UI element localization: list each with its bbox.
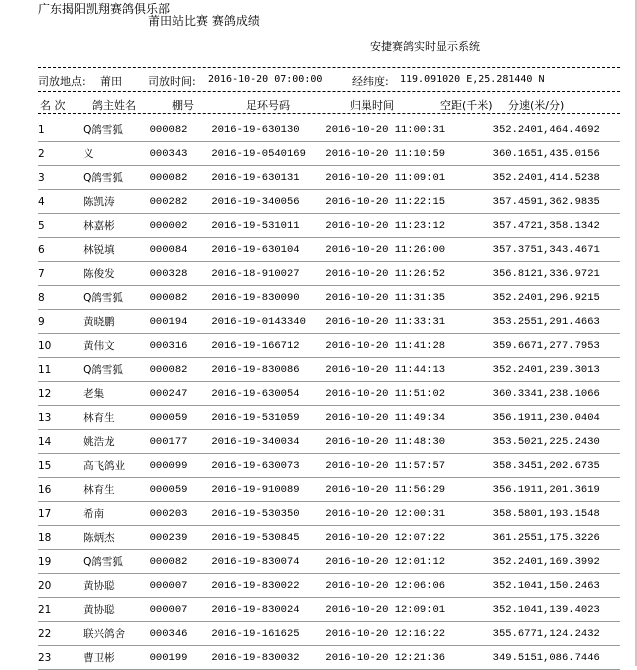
arrival-cell: 2016-10-20 11:22:15	[325, 190, 468, 214]
speed-cell: 1,277.7953	[537, 334, 620, 358]
arrival-cell: 2016-10-20 12:16:22	[325, 622, 468, 646]
race-title: 莆田站比赛 赛鸽成绩	[148, 14, 260, 28]
club-name: 广东揭阳凯翔赛鸽俱乐部	[38, 2, 171, 16]
table-row	[38, 214, 620, 238]
rank-cell: 9	[38, 310, 83, 334]
arrival-cell: 2016-10-20 12:00:31	[325, 502, 468, 526]
distance-cell: 357.459	[468, 190, 537, 214]
distance-cell: 352.104	[468, 574, 537, 598]
owner-cell: 黄伟文	[83, 334, 150, 358]
distance-cell: 356.191	[468, 406, 537, 430]
owner-cell: 希南	[83, 502, 150, 526]
distance-cell: 358.580	[468, 502, 537, 526]
ring-cell: 2016-19-340034	[211, 430, 325, 454]
distance-cell: 360.334	[468, 382, 537, 406]
speed-cell: 1,435.0156	[537, 142, 620, 166]
distance-cell: 355.677	[468, 622, 537, 646]
ring-cell: 2016-19-166712	[211, 334, 325, 358]
speed-cell: 1,296.9215	[537, 286, 620, 310]
table-row	[38, 502, 620, 526]
cote-cell: 000082	[150, 166, 212, 190]
arrival-cell: 2016-10-20 12:07:22	[325, 526, 468, 550]
cote-cell: 000082	[150, 118, 212, 142]
cote-cell: 000194	[150, 310, 212, 334]
distance-cell: 349.515	[468, 646, 537, 670]
table-row	[38, 406, 620, 430]
owner-cell: 曹卫彬	[83, 646, 150, 670]
col-speed: 分速(米/分)	[508, 99, 565, 112]
owner-cell: 高飞鸽业	[83, 454, 150, 478]
distance-cell: 360.165	[468, 142, 537, 166]
release-place: 莆田	[100, 75, 122, 88]
table-row	[38, 382, 620, 406]
release-time: 2016-10-20 07:00:00	[208, 74, 323, 85]
rank-cell: 2	[38, 142, 83, 166]
cote-cell: 000177	[150, 430, 212, 454]
cote-cell: 000059	[150, 406, 212, 430]
ring-cell: 2016-19-531059	[211, 406, 325, 430]
ring-cell: 2016-19-830022	[211, 574, 325, 598]
owner-cell: 黄晓鹏	[83, 310, 150, 334]
rank-cell: 13	[38, 406, 83, 430]
ring-cell: 2016-19-910089	[211, 478, 325, 502]
table-row	[38, 262, 620, 286]
ring-cell: 2016-19-0540169	[211, 142, 325, 166]
coord-label: 经纬度:	[352, 75, 389, 88]
arrival-cell: 2016-10-20 11:57:57	[325, 454, 468, 478]
speed-cell: 1,139.4023	[537, 598, 620, 622]
cote-cell: 000343	[150, 142, 212, 166]
owner-cell: 黄协聪	[83, 598, 150, 622]
speed-cell: 1,201.3619	[537, 478, 620, 502]
cote-cell: 000282	[150, 190, 212, 214]
system-name: 安捷赛鸽实时显示系统	[370, 40, 480, 53]
owner-cell: 姚浩龙	[83, 430, 150, 454]
owner-cell: 林锐填	[83, 238, 150, 262]
ring-cell: 2016-19-830086	[211, 358, 325, 382]
owner-cell: Q鸽雪狐	[83, 550, 150, 574]
rank-cell: 16	[38, 478, 83, 502]
rank-cell: 1	[38, 118, 83, 142]
arrival-cell: 2016-10-20 11:48:30	[325, 430, 468, 454]
ring-cell: 2016-19-0143340	[211, 310, 325, 334]
results-table	[38, 118, 620, 670]
cote-cell: 000082	[150, 358, 212, 382]
rank-cell: 10	[38, 334, 83, 358]
ring-cell: 2016-19-340056	[211, 190, 325, 214]
owner-cell: Q鸽雪狐	[83, 286, 150, 310]
arrival-cell: 2016-10-20 11:23:12	[325, 214, 468, 238]
speed-cell: 1,150.2463	[537, 574, 620, 598]
speed-cell: 1,124.2432	[537, 622, 620, 646]
col-ring: 足环号码	[246, 99, 290, 112]
speed-cell: 1,336.9721	[537, 262, 620, 286]
arrival-cell: 2016-10-20 11:00:31	[325, 118, 468, 142]
rank-cell: 14	[38, 430, 83, 454]
divider-header	[38, 113, 620, 114]
arrival-cell: 2016-10-20 11:09:01	[325, 166, 468, 190]
rank-cell: 12	[38, 382, 83, 406]
rank-cell: 3	[38, 166, 83, 190]
ring-cell: 2016-19-630130	[211, 118, 325, 142]
distance-cell: 352.240	[468, 358, 537, 382]
rank-cell: 23	[38, 646, 83, 670]
rank-cell: 8	[38, 286, 83, 310]
table-row	[38, 574, 620, 598]
owner-cell: Q鸽雪狐	[83, 118, 150, 142]
col-owner: 鸽主姓名	[92, 99, 136, 112]
table-row	[38, 190, 620, 214]
distance-cell: 353.502	[468, 430, 537, 454]
table-row	[38, 238, 620, 262]
cote-cell: 000007	[150, 598, 212, 622]
cote-cell: 000059	[150, 478, 212, 502]
cote-cell: 000316	[150, 334, 212, 358]
ring-cell: 2016-19-161625	[211, 622, 325, 646]
rank-cell: 6	[38, 238, 83, 262]
table-row	[38, 334, 620, 358]
owner-cell: 陈凯涛	[83, 190, 150, 214]
owner-cell: Q鸽雪狐	[83, 358, 150, 382]
distance-cell: 352.240	[468, 118, 537, 142]
rank-cell: 21	[38, 598, 83, 622]
speed-cell: 1,362.9835	[537, 190, 620, 214]
owner-cell: Q鸽雪狐	[83, 166, 150, 190]
cote-cell: 000099	[150, 454, 212, 478]
speed-cell: 1,169.3992	[537, 550, 620, 574]
owner-cell: 林育生	[83, 406, 150, 430]
arrival-cell: 2016-10-20 12:06:06	[325, 574, 468, 598]
ring-cell: 2016-19-630104	[211, 238, 325, 262]
col-rank: 名 次	[40, 99, 66, 112]
speed-cell: 1,464.4692	[537, 118, 620, 142]
arrival-cell: 2016-10-20 11:31:35	[325, 286, 468, 310]
arrival-cell: 2016-10-20 12:21:36	[325, 646, 468, 670]
cote-cell: 000328	[150, 262, 212, 286]
arrival-cell: 2016-10-20 12:09:01	[325, 598, 468, 622]
distance-cell: 359.667	[468, 334, 537, 358]
rank-cell: 20	[38, 574, 83, 598]
owner-cell: 陈俊发	[83, 262, 150, 286]
arrival-cell: 2016-10-20 11:33:31	[325, 310, 468, 334]
ring-cell: 2016-19-530845	[211, 526, 325, 550]
rank-cell: 5	[38, 214, 83, 238]
table-row	[38, 622, 620, 646]
ring-cell: 2016-18-910027	[211, 262, 325, 286]
distance-cell: 352.104	[468, 598, 537, 622]
table-row	[38, 478, 620, 502]
owner-cell: 陈炳杰	[83, 526, 150, 550]
speed-cell: 1,175.3226	[537, 526, 620, 550]
ring-cell: 2016-19-630131	[211, 166, 325, 190]
distance-cell: 356.812	[468, 262, 537, 286]
col-cote: 棚号	[172, 99, 194, 112]
table-row	[38, 598, 620, 622]
coord-value: 119.091020 E,25.281440 N	[400, 74, 545, 85]
table-row	[38, 430, 620, 454]
ring-cell: 2016-19-630073	[211, 454, 325, 478]
arrival-cell: 2016-10-20 11:49:34	[325, 406, 468, 430]
rank-cell: 22	[38, 622, 83, 646]
arrival-cell: 2016-10-20 11:51:02	[325, 382, 468, 406]
distance-cell: 361.255	[468, 526, 537, 550]
cote-cell: 000346	[150, 622, 212, 646]
table-row	[38, 118, 620, 142]
ring-cell: 2016-19-830074	[211, 550, 325, 574]
speed-cell: 1,202.6735	[537, 454, 620, 478]
divider-top	[38, 67, 620, 68]
ring-cell: 2016-19-531011	[211, 214, 325, 238]
rank-cell: 15	[38, 454, 83, 478]
cote-cell: 000247	[150, 382, 212, 406]
table-row	[38, 310, 620, 334]
speed-cell: 1,230.0404	[537, 406, 620, 430]
owner-cell: 老集	[83, 382, 150, 406]
ring-cell: 2016-19-630054	[211, 382, 325, 406]
table-row	[38, 550, 620, 574]
owner-cell: 林嘉彬	[83, 214, 150, 238]
release-place-label: 司放地点:	[38, 75, 86, 88]
cote-cell: 000239	[150, 526, 212, 550]
col-distance: 空距(千米)	[440, 99, 493, 112]
arrival-cell: 2016-10-20 11:26:52	[325, 262, 468, 286]
distance-cell: 352.240	[468, 550, 537, 574]
cote-cell: 000199	[150, 646, 212, 670]
cote-cell: 000007	[150, 574, 212, 598]
rank-cell: 18	[38, 526, 83, 550]
release-info	[38, 73, 620, 87]
ring-cell: 2016-19-830024	[211, 598, 325, 622]
speed-cell: 1,238.1066	[537, 382, 620, 406]
cote-cell: 000082	[150, 286, 212, 310]
arrival-cell: 2016-10-20 11:41:28	[325, 334, 468, 358]
distance-cell: 352.240	[468, 166, 537, 190]
table-row	[38, 286, 620, 310]
speed-cell: 1,225.2430	[537, 430, 620, 454]
owner-cell: 义	[83, 142, 150, 166]
distance-cell: 358.345	[468, 454, 537, 478]
arrival-cell: 2016-10-20 12:01:12	[325, 550, 468, 574]
rank-cell: 4	[38, 190, 83, 214]
ring-cell: 2016-19-830032	[211, 646, 325, 670]
table-row	[38, 526, 620, 550]
speed-cell: 1,086.7446	[537, 646, 620, 670]
speed-cell: 1,193.1548	[537, 502, 620, 526]
rank-cell: 11	[38, 358, 83, 382]
distance-cell: 353.255	[468, 310, 537, 334]
rank-cell: 17	[38, 502, 83, 526]
speed-cell: 1,239.3013	[537, 358, 620, 382]
rank-cell: 19	[38, 550, 83, 574]
table-row	[38, 358, 620, 382]
arrival-cell: 2016-10-20 11:44:13	[325, 358, 468, 382]
distance-cell: 352.240	[468, 286, 537, 310]
table-row	[38, 166, 620, 190]
owner-cell: 联兴鸽舍	[83, 622, 150, 646]
ring-cell: 2016-19-530350	[211, 502, 325, 526]
distance-cell: 356.191	[468, 478, 537, 502]
table-row	[38, 454, 620, 478]
arrival-cell: 2016-10-20 11:26:00	[325, 238, 468, 262]
speed-cell: 1,414.5238	[537, 166, 620, 190]
cote-cell: 000082	[150, 550, 212, 574]
arrival-cell: 2016-10-20 11:10:59	[325, 142, 468, 166]
table-header	[38, 97, 620, 113]
arrival-cell: 2016-10-20 11:56:29	[325, 478, 468, 502]
release-time-label: 司放时间:	[148, 75, 196, 88]
speed-cell: 1,343.4671	[537, 238, 620, 262]
cote-cell: 000084	[150, 238, 212, 262]
cote-cell: 000203	[150, 502, 212, 526]
table-row	[38, 142, 620, 166]
cote-cell: 000002	[150, 214, 212, 238]
speed-cell: 1,358.1342	[537, 214, 620, 238]
owner-cell: 黄协聪	[83, 574, 150, 598]
rank-cell: 7	[38, 262, 83, 286]
col-arrival: 归巢时间	[350, 99, 394, 112]
owner-cell: 林育生	[83, 478, 150, 502]
distance-cell: 357.375	[468, 238, 537, 262]
distance-cell: 357.472	[468, 214, 537, 238]
divider-middle	[38, 91, 620, 92]
ring-cell: 2016-19-830090	[211, 286, 325, 310]
speed-cell: 1,291.4663	[537, 310, 620, 334]
